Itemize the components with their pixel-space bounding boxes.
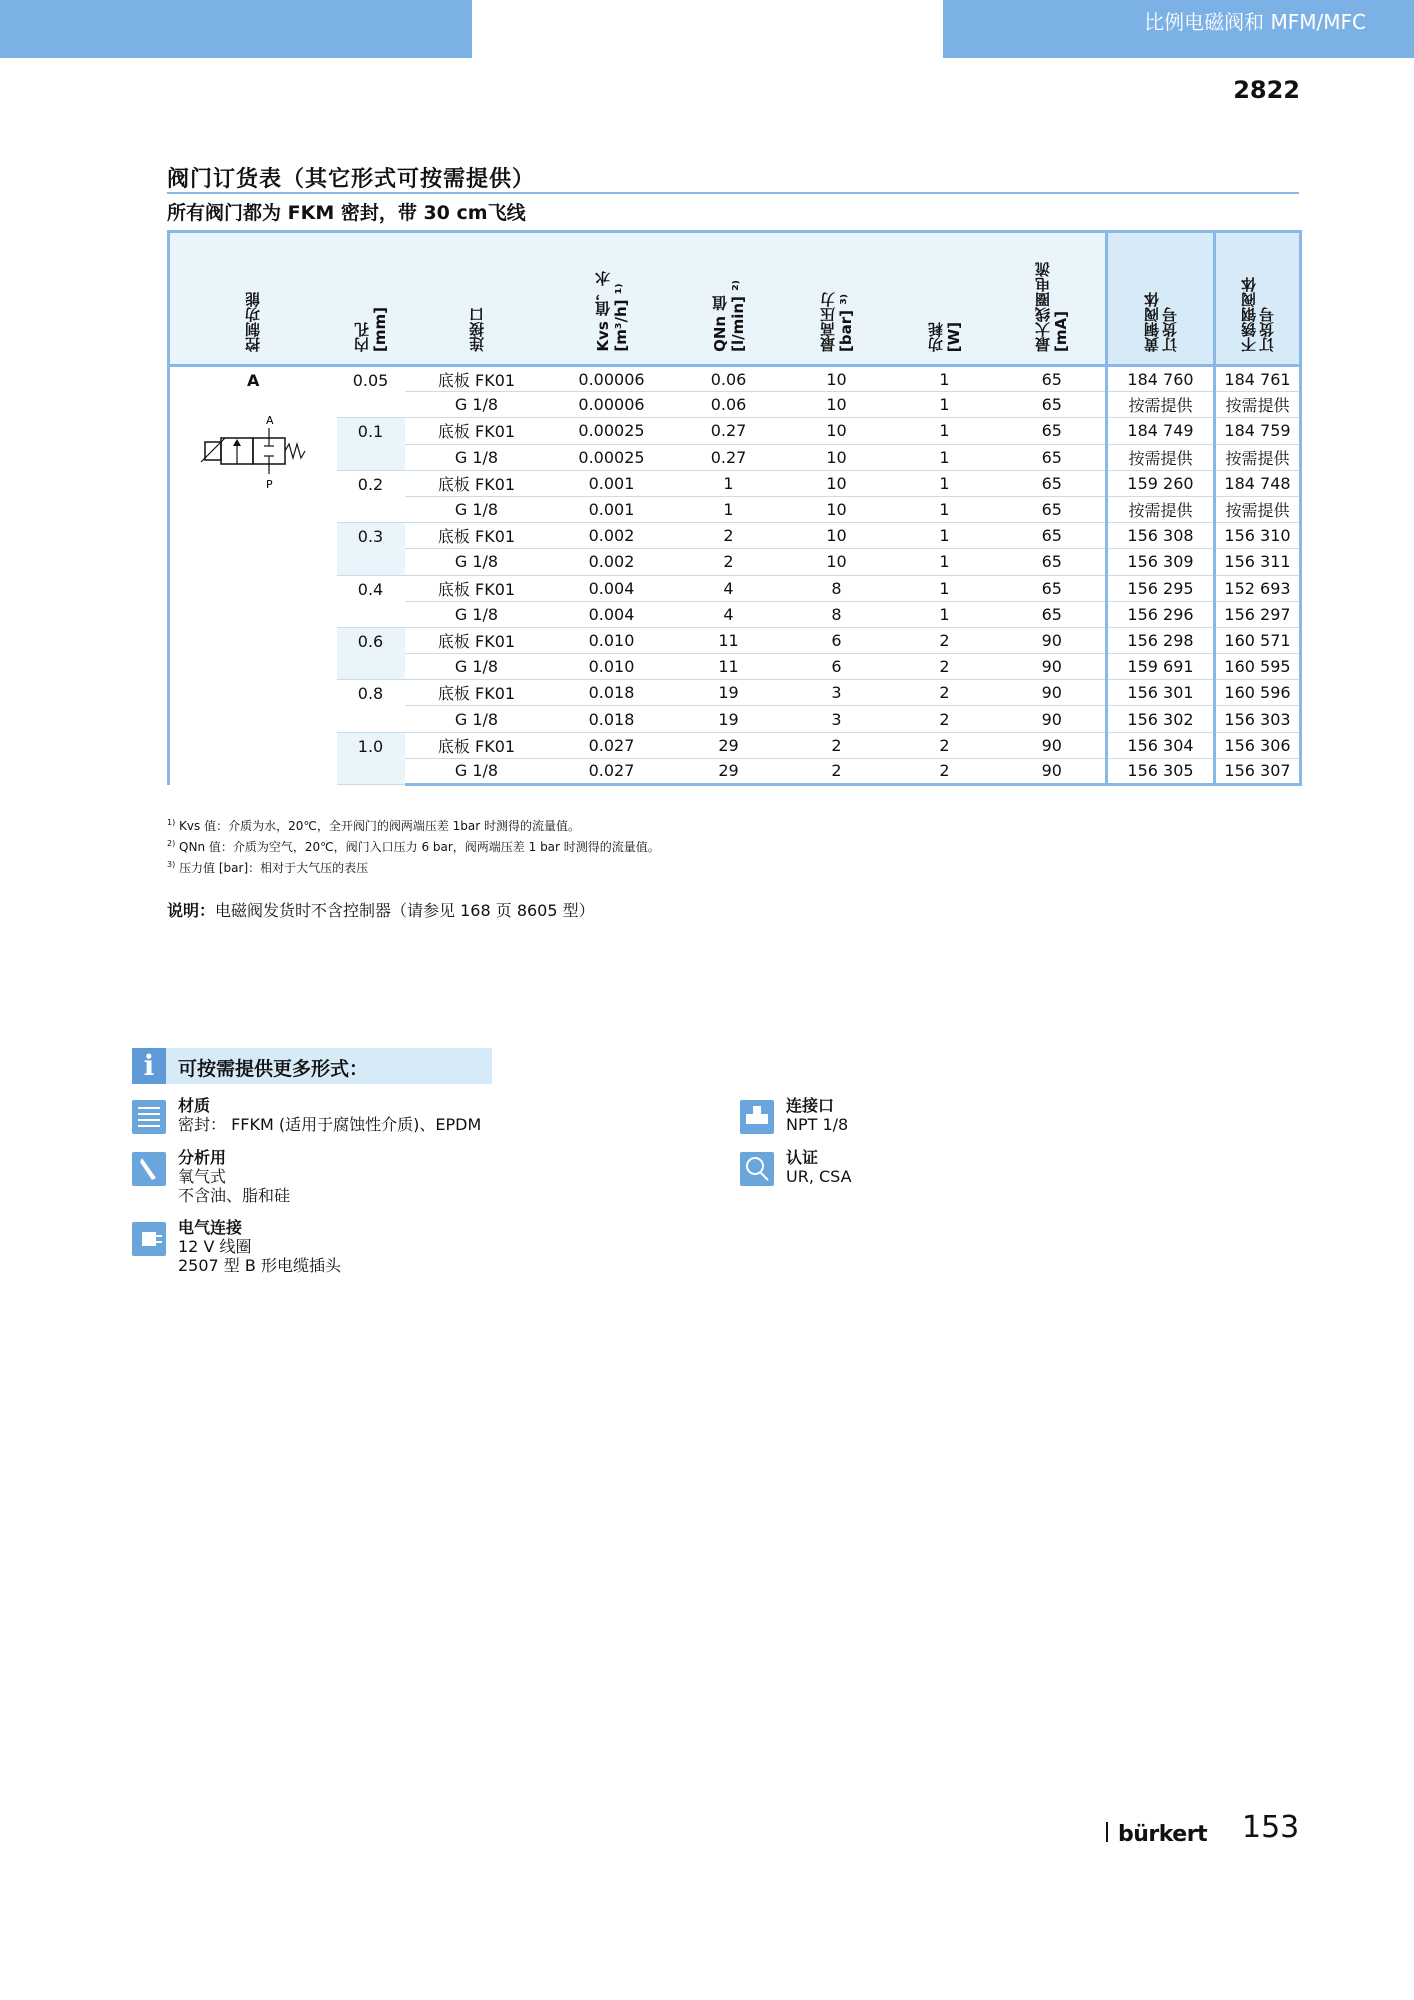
kvs-cell: 0.004 — [549, 575, 675, 601]
model-number: 2822 — [1233, 76, 1300, 104]
current-cell: 65 — [999, 418, 1107, 444]
power-cell: 1 — [891, 392, 999, 418]
orifice-cell: 0.4 — [337, 575, 405, 627]
brass-order-cell: 156 304 — [1107, 732, 1215, 758]
footer-divider — [1106, 1822, 1108, 1842]
port-icon — [740, 1100, 774, 1134]
orifice-cell: 0.05 — [337, 366, 405, 418]
kvs-cell: 0.00025 — [549, 418, 675, 444]
table-row — [169, 627, 1301, 653]
current-cell: 65 — [999, 392, 1107, 418]
order-table — [167, 230, 1302, 786]
kvs-cell: 0.00025 — [549, 444, 675, 470]
kvs-cell: 0.010 — [549, 627, 675, 653]
power-cell: 2 — [891, 732, 999, 758]
power-cell: 2 — [891, 680, 999, 706]
qnn-cell: 19 — [675, 706, 783, 732]
orifice-cell: 0.8 — [337, 680, 405, 732]
brass-order-cell: 156 305 — [1107, 758, 1215, 784]
stainless-order-cell: 160 571 — [1215, 627, 1301, 653]
pressure-cell: 10 — [783, 418, 891, 444]
footnotes — [167, 814, 660, 877]
qnn-cell: 4 — [675, 601, 783, 627]
power-cell: 1 — [891, 418, 999, 444]
valve-symbol-icon — [183, 408, 323, 498]
current-cell: 65 — [999, 496, 1107, 522]
stainless-order-cell: 156 306 — [1215, 732, 1301, 758]
stainless-order-cell: 156 303 — [1215, 706, 1301, 732]
current-cell: 65 — [999, 549, 1107, 575]
plug-icon — [132, 1222, 166, 1256]
control-function-cell — [169, 366, 337, 785]
brass-order-cell: 156 295 — [1107, 575, 1215, 601]
stainless-order-cell: 156 307 — [1215, 758, 1301, 784]
kvs-cell: 0.002 — [549, 523, 675, 549]
remark-text: 电磁阀发货时不含控制器（请参见 168 页 8605 型） — [215, 901, 595, 920]
table-row — [169, 680, 1301, 706]
options-title: 可按需提供更多形式： — [178, 1058, 369, 1080]
header-power: 功耗 [W] — [891, 232, 999, 366]
control-function-label: A — [247, 371, 260, 390]
page-number: 153 — [1242, 1810, 1300, 1845]
material-icon — [132, 1100, 166, 1134]
port-cell: G 1/8 — [405, 654, 549, 680]
table-row — [169, 732, 1301, 758]
port-cell: G 1/8 — [405, 496, 549, 522]
footnote-1: $^{1)}$ Kvs 值：介质为水，20℃，全开阀门的阀两端压差 1bar 时测得的流量值。 — [167, 818, 581, 833]
pressure-cell: 10 — [783, 444, 891, 470]
stainless-order-cell: 184 759 — [1215, 418, 1301, 444]
brass-order-cell: 184 749 — [1107, 418, 1215, 444]
brass-order-cell: 156 296 — [1107, 601, 1215, 627]
orifice-cell: 1.0 — [337, 732, 405, 784]
info-icon: i — [132, 1048, 166, 1084]
qnn-cell: 19 — [675, 680, 783, 706]
table-row — [169, 523, 1301, 549]
power-cell: 1 — [891, 523, 999, 549]
footnote-3: $^{3)}$ 压力值 [bar]：相对于大气压的表压 — [167, 860, 369, 875]
pressure-cell: 3 — [783, 680, 891, 706]
stainless-order-cell: 160 595 — [1215, 654, 1301, 680]
port-cell: 底板 FK01 — [405, 627, 549, 653]
port-cell: 底板 FK01 — [405, 418, 549, 444]
power-cell: 1 — [891, 366, 999, 392]
stainless-order-cell: 按需提供 — [1215, 496, 1301, 522]
header-pressure: 最高压力 [bar] ³⁾ — [783, 232, 891, 366]
power-cell: 2 — [891, 654, 999, 680]
current-cell: 65 — [999, 575, 1107, 601]
remark-label: 说明： — [167, 901, 216, 920]
stainless-order-cell: 160 596 — [1215, 680, 1301, 706]
brass-order-cell: 156 302 — [1107, 706, 1215, 732]
header-kvs: Kvs 值，水 [m³/h] ¹⁾ — [549, 232, 675, 366]
header-category: 比例电磁阀和 MFM/MFC — [943, 0, 1414, 58]
current-cell: 65 — [999, 470, 1107, 496]
stainless-order-cell: 156 311 — [1215, 549, 1301, 575]
qnn-cell: 29 — [675, 758, 783, 784]
port-cell: G 1/8 — [405, 758, 549, 784]
port-cell: G 1/8 — [405, 392, 549, 418]
power-cell: 2 — [891, 758, 999, 784]
qnn-cell: 29 — [675, 732, 783, 758]
power-cell: 2 — [891, 706, 999, 732]
header-orifice: 内孔 [mm] — [337, 232, 405, 366]
table-row — [169, 575, 1301, 601]
port-cell: 底板 FK01 — [405, 575, 549, 601]
current-cell: 90 — [999, 654, 1107, 680]
qnn-cell: 0.06 — [675, 366, 783, 392]
qnn-cell: 0.27 — [675, 444, 783, 470]
kvs-cell: 0.027 — [549, 758, 675, 784]
kvs-cell: 0.018 — [549, 706, 675, 732]
svg-text:A: A — [266, 414, 274, 427]
page-subtitle: 所有阀门都为 FKM 密封，带 30 cm飞线 — [167, 202, 526, 224]
options-banner — [132, 1048, 492, 1084]
analysis-icon — [132, 1152, 166, 1186]
pressure-cell: 6 — [783, 627, 891, 653]
qnn-cell: 2 — [675, 549, 783, 575]
stainless-order-cell: 按需提供 — [1215, 392, 1301, 418]
stainless-order-cell: 156 310 — [1215, 523, 1301, 549]
brand-logo: bürkert — [1118, 1822, 1208, 1847]
port-cell: G 1/8 — [405, 601, 549, 627]
pressure-cell: 2 — [783, 758, 891, 784]
current-cell: 90 — [999, 706, 1107, 732]
pressure-cell: 10 — [783, 496, 891, 522]
kvs-cell: 0.00006 — [549, 392, 675, 418]
remark — [167, 898, 595, 921]
orifice-cell: 0.6 — [337, 627, 405, 679]
brass-order-cell: 184 760 — [1107, 366, 1215, 392]
port-cell: G 1/8 — [405, 549, 549, 575]
footnote-2: $^{2)}$ QNn 值：介质为空气，20℃，阀门入口压力 6 bar，阀两端压差 1 bar 时测得的流量值。 — [167, 839, 660, 854]
current-cell: 65 — [999, 601, 1107, 627]
kvs-cell: 0.027 — [549, 732, 675, 758]
current-cell: 90 — [999, 758, 1107, 784]
qnn-cell: 2 — [675, 523, 783, 549]
brass-order-cell: 159 691 — [1107, 654, 1215, 680]
header-current: 最大线圈电流 [mA] — [999, 232, 1107, 366]
port-cell: G 1/8 — [405, 706, 549, 732]
port-cell: 底板 FK01 — [405, 680, 549, 706]
kvs-cell: 0.00006 — [549, 366, 675, 392]
page-title: 阀门订货表（其它形式可按需提供） — [167, 167, 536, 192]
stainless-order-cell: 152 693 — [1215, 575, 1301, 601]
power-cell: 1 — [891, 496, 999, 522]
current-cell: 90 — [999, 627, 1107, 653]
brass-order-cell: 按需提供 — [1107, 392, 1215, 418]
brass-order-cell: 156 298 — [1107, 627, 1215, 653]
brass-order-cell: 156 309 — [1107, 549, 1215, 575]
stainless-order-cell: 184 761 — [1215, 366, 1301, 392]
pressure-cell: 6 — [783, 654, 891, 680]
brass-order-cell: 按需提供 — [1107, 444, 1215, 470]
pressure-cell: 2 — [783, 732, 891, 758]
power-cell: 1 — [891, 601, 999, 627]
kvs-cell: 0.010 — [549, 654, 675, 680]
power-cell: 2 — [891, 627, 999, 653]
current-cell: 90 — [999, 732, 1107, 758]
kvs-cell: 0.018 — [549, 680, 675, 706]
pressure-cell: 10 — [783, 549, 891, 575]
svg-text:P: P — [266, 478, 273, 491]
brass-order-cell: 159 260 — [1107, 470, 1215, 496]
power-cell: 1 — [891, 470, 999, 496]
brass-order-cell: 156 308 — [1107, 523, 1215, 549]
pressure-cell: 8 — [783, 575, 891, 601]
qnn-cell: 4 — [675, 575, 783, 601]
certificate-icon — [740, 1152, 774, 1186]
header-bar-left — [0, 0, 472, 58]
pressure-cell: 10 — [783, 470, 891, 496]
qnn-cell: 11 — [675, 627, 783, 653]
kvs-cell: 0.001 — [549, 470, 675, 496]
qnn-cell: 11 — [675, 654, 783, 680]
pressure-cell: 10 — [783, 392, 891, 418]
port-cell: 底板 FK01 — [405, 470, 549, 496]
kvs-cell: 0.002 — [549, 549, 675, 575]
pressure-cell: 10 — [783, 523, 891, 549]
qnn-cell: 1 — [675, 496, 783, 522]
orifice-cell: 0.1 — [337, 418, 405, 470]
kvs-cell: 0.004 — [549, 601, 675, 627]
header-qnn: QNn 值 [l/min] ²⁾ — [675, 232, 783, 366]
power-cell: 1 — [891, 549, 999, 575]
header-function: 控制功能 — [169, 232, 337, 366]
table-row — [169, 418, 1301, 444]
current-cell: 90 — [999, 680, 1107, 706]
qnn-cell: 1 — [675, 470, 783, 496]
pressure-cell: 10 — [783, 366, 891, 392]
table-header-row — [169, 232, 1301, 366]
kvs-cell: 0.001 — [549, 496, 675, 522]
port-cell: 底板 FK01 — [405, 523, 549, 549]
orifice-cell: 0.2 — [337, 470, 405, 522]
current-cell: 65 — [999, 523, 1107, 549]
brass-order-cell: 156 301 — [1107, 680, 1215, 706]
brass-order-cell: 按需提供 — [1107, 496, 1215, 522]
power-cell: 1 — [891, 575, 999, 601]
header-port: 连接口 — [405, 232, 549, 366]
header-stainless: 不锈钢阀体 订货号 — [1215, 232, 1301, 366]
table-row — [169, 470, 1301, 496]
pressure-cell: 3 — [783, 706, 891, 732]
stainless-order-cell: 156 297 — [1215, 601, 1301, 627]
power-cell: 1 — [891, 444, 999, 470]
qnn-cell: 0.27 — [675, 418, 783, 444]
current-cell: 65 — [999, 366, 1107, 392]
stainless-order-cell: 按需提供 — [1215, 444, 1301, 470]
pressure-cell: 8 — [783, 601, 891, 627]
qnn-cell: 0.06 — [675, 392, 783, 418]
header-brass: 黄铜阀体 订货号 — [1107, 232, 1215, 366]
port-cell: G 1/8 — [405, 444, 549, 470]
port-cell: 底板 FK01 — [405, 366, 549, 392]
current-cell: 65 — [999, 444, 1107, 470]
title-divider — [167, 192, 1299, 194]
table-row — [169, 366, 1301, 392]
stainless-order-cell: 184 748 — [1215, 470, 1301, 496]
port-cell: 底板 FK01 — [405, 732, 549, 758]
orifice-cell: 0.3 — [337, 523, 405, 575]
